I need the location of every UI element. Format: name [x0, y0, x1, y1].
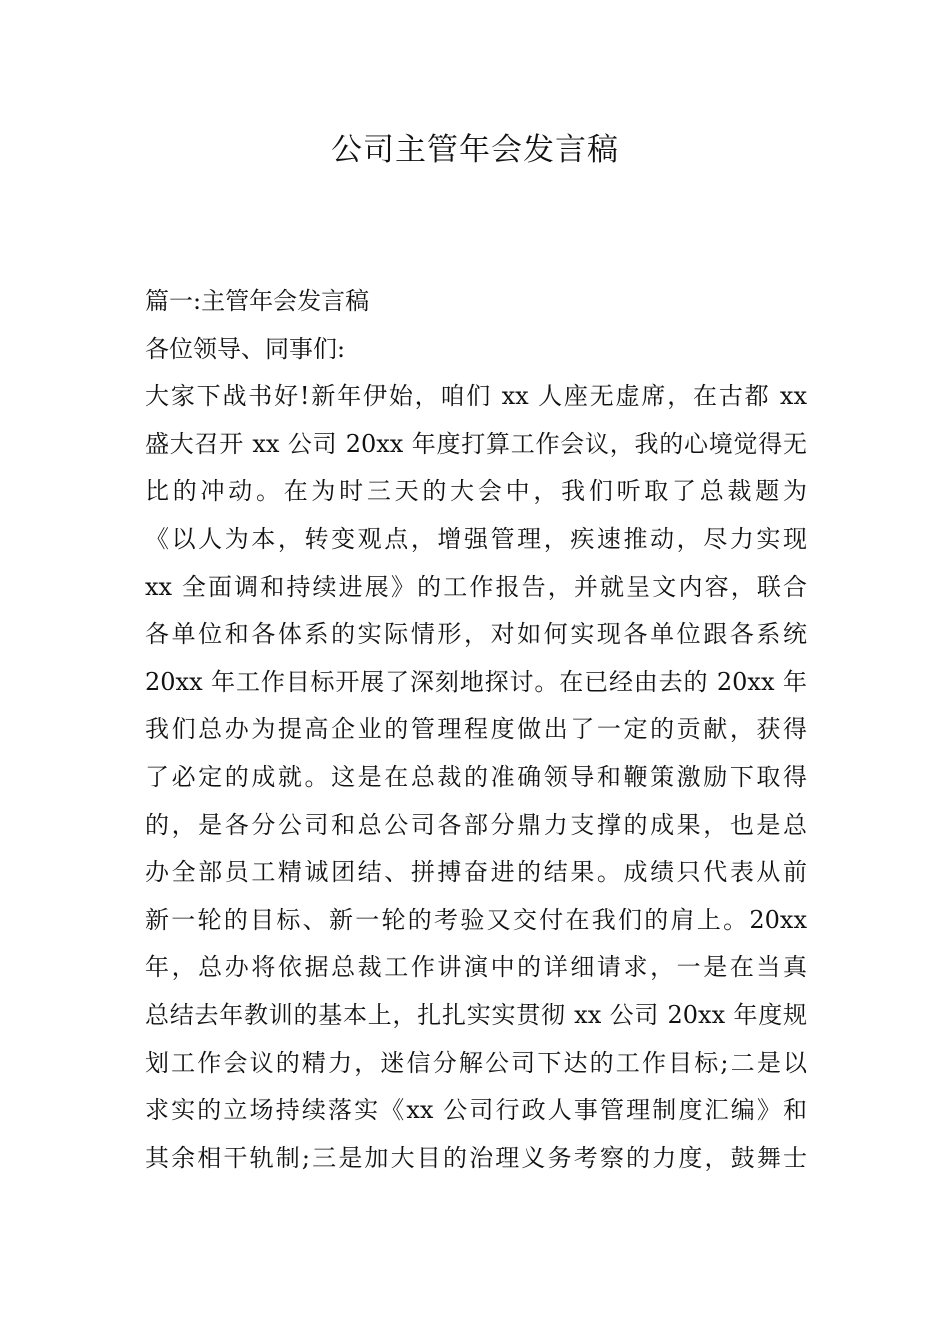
text-line: 盛大召开 xx 公司 20xx 年度打算工作会议，我的心境觉得无 — [145, 429, 807, 458]
text-line: 大家下战书好!新年伊始，咱们 xx 人座无虚席，在古都 xx — [145, 382, 807, 411]
text-line: 了必定的成就。这是在总裁的准确领导和鞭策激励下取得 — [145, 762, 807, 791]
text-line: 办全部员工精诚团结、拼搏奋进的结果。成绩只代表从前 — [145, 858, 807, 887]
text-line: 年，总办将依据总裁工作讲演中的详细请求，一是在当真 — [145, 953, 807, 982]
text-line: 比的冲动。在为时三天的大会中，我们听取了总裁题为 — [145, 477, 807, 506]
text-line: 各位领导、同事们: — [145, 334, 346, 363]
text-line: 各单位和各体系的实际情形，对如何实现各单位跟各系统 — [145, 620, 807, 649]
document-title: 公司主管年会发言稿 — [331, 132, 619, 168]
text-line: 新一轮的目标、新一轮的考验又交付在我们的肩上。20xx — [145, 905, 807, 934]
text-line: 20xx 年工作目标开展了深刻地探讨。在已经由去的 20xx 年 — [145, 667, 807, 696]
text-line: 划工作会议的精力，迷信分解公司下达的工作目标;二是以 — [145, 1048, 807, 1077]
text-line: 求实的立场持续落实《xx 公司行政人事管理制度汇编》和 — [145, 1096, 807, 1125]
text-line: 篇一:主管年会发言稿 — [145, 287, 370, 315]
text-line: 其余相干轨制;三是加大目的治理义务考察的力度，鼓舞士 — [145, 1143, 807, 1172]
text-line: 《以人为本，转变观点，增强管理，疾速推动，尽力实现 — [145, 524, 807, 553]
text-line: xx 全面调和持续进展》的工作报告，并就呈文内容，联合 — [145, 572, 807, 601]
text-line: 我们总办为提高企业的管理程度做出了一定的贡献，获得 — [145, 715, 807, 744]
text-line: 总结去年教训的基本上，扎扎实实贯彻 xx 公司 20xx 年度规 — [145, 1000, 807, 1029]
document-body — [145, 278, 807, 1182]
text-line: 的，是各分公司和总公司各部分鼎力支撑的成果，也是总 — [145, 810, 807, 839]
